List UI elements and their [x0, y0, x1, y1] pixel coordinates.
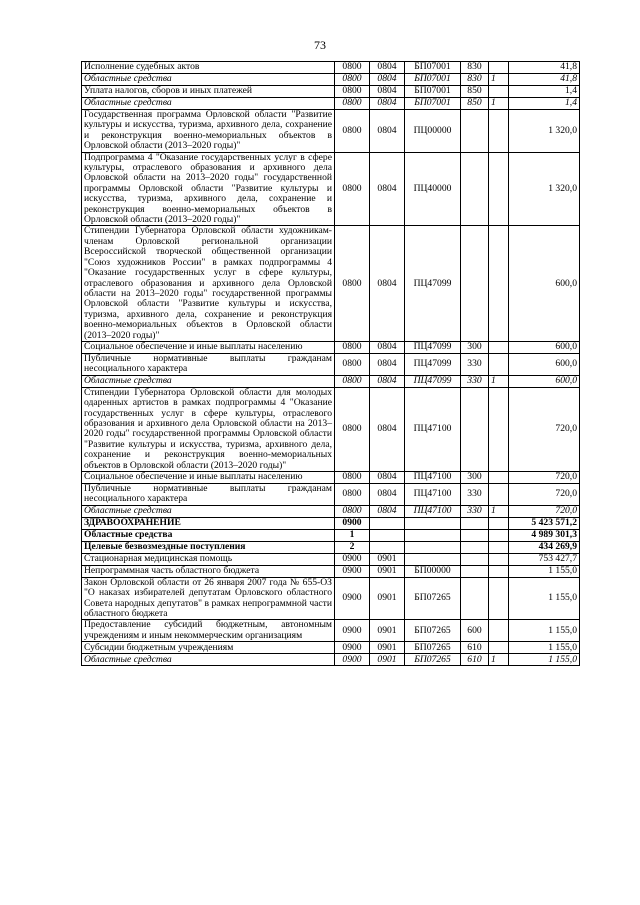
row-funding-code	[489, 353, 509, 375]
row-section-code: 0800	[335, 387, 370, 471]
row-amount: 720,0	[509, 387, 580, 471]
row-funding-code	[489, 642, 509, 654]
row-subsection-code: 0901	[370, 553, 405, 565]
row-name: Закон Орловской области от 26 января 2007 года № 655-ОЗ "О наказах избирателей депутатам Орловского областного Совета народных депутатов" в рамках непрограммной части областного бюджета	[82, 577, 335, 620]
row-funding-code: 1	[489, 505, 509, 517]
row-expense-type	[461, 565, 489, 577]
row-expense-type: 330	[461, 375, 489, 387]
row-expense-type: 610	[461, 642, 489, 654]
row-amount: 41,8	[509, 74, 580, 86]
row-target-article: БП00000	[405, 565, 461, 577]
row-section-code: 0800	[335, 472, 370, 484]
row-expense-type	[461, 541, 489, 553]
row-expense-type	[461, 110, 489, 153]
row-subsection-code: 0901	[370, 642, 405, 654]
table-row	[82, 226, 580, 341]
row-name: Публичные нормативные выплаты гражданам несоциального характера	[82, 353, 335, 375]
row-name: Предоставление субсидий бюджетным, автономным учреждениям и иным некоммерческим организациям	[82, 620, 335, 642]
row-name: Государственная программа Орловской области "Развитие культуры и искусства, туризма, архивного дела, сохранение и реконструкция военно-мемориальных объектов в Орловской области (2013–2020 годы)"	[82, 110, 335, 153]
row-name: Социальное обеспечение и иные выплаты населению	[82, 341, 335, 353]
row-name: Стационарная медицинская помощь	[82, 553, 335, 565]
row-section-code: 0900	[335, 517, 370, 529]
row-amount: 720,0	[509, 484, 580, 506]
row-funding-code	[489, 341, 509, 353]
row-funding-code	[489, 577, 509, 620]
row-subsection-code: 0901	[370, 577, 405, 620]
row-expense-type: 300	[461, 341, 489, 353]
row-section-code: 0800	[335, 152, 370, 226]
row-funding-code	[489, 110, 509, 153]
row-expense-type	[461, 387, 489, 471]
row-name: Областные средства	[82, 654, 335, 666]
row-amount: 434 269,9	[509, 541, 580, 553]
row-section-code: 0800	[335, 341, 370, 353]
row-section-code: 0800	[335, 226, 370, 341]
row-section-code: 0800	[335, 353, 370, 375]
row-expense-type	[461, 577, 489, 620]
row-funding-code: 1	[489, 74, 509, 86]
row-section-code: 0800	[335, 484, 370, 506]
row-amount: 1,4	[509, 98, 580, 110]
row-name: Областные средства	[82, 74, 335, 86]
row-target-article	[405, 553, 461, 565]
row-subsection-code: 0804	[370, 110, 405, 153]
row-subsection-code: 0804	[370, 86, 405, 98]
row-target-article: ПЦ00000	[405, 110, 461, 153]
row-section-code: 0800	[335, 375, 370, 387]
row-subsection-code: 0901	[370, 620, 405, 642]
row-name: Областные средства	[82, 505, 335, 517]
budget-table	[81, 61, 580, 666]
row-subsection-code: 0901	[370, 654, 405, 666]
row-name: Областные средства	[82, 529, 335, 541]
row-amount: 600,0	[509, 226, 580, 341]
table-row	[82, 620, 580, 642]
row-name: Областные средства	[82, 375, 335, 387]
row-expense-type	[461, 553, 489, 565]
row-target-article	[405, 529, 461, 541]
row-funding-code: 1	[489, 98, 509, 110]
row-section-code: 2	[335, 541, 370, 553]
row-amount: 41,8	[509, 62, 580, 74]
row-target-article: ПЦ47099	[405, 375, 461, 387]
row-target-article: БП07265	[405, 620, 461, 642]
row-section-code: 0900	[335, 642, 370, 654]
row-amount: 1 320,0	[509, 110, 580, 153]
table-row	[82, 529, 580, 541]
table-row	[82, 375, 580, 387]
row-amount: 600,0	[509, 341, 580, 353]
row-amount: 1 155,0	[509, 565, 580, 577]
row-subsection-code	[370, 541, 405, 553]
row-subsection-code: 0804	[370, 472, 405, 484]
row-target-article: ПЦ40000	[405, 152, 461, 226]
row-expense-type: 850	[461, 98, 489, 110]
row-name: Уплата налогов, сборов и иных платежей	[82, 86, 335, 98]
row-funding-code	[489, 484, 509, 506]
row-subsection-code: 0804	[370, 152, 405, 226]
row-expense-type: 330	[461, 505, 489, 517]
row-subsection-code: 0901	[370, 565, 405, 577]
row-name: Публичные нормативные выплаты гражданам несоциального характера	[82, 484, 335, 506]
row-funding-code	[489, 565, 509, 577]
table-row	[82, 541, 580, 553]
row-funding-code	[489, 387, 509, 471]
row-amount: 5 423 571,2	[509, 517, 580, 529]
row-expense-type: 830	[461, 62, 489, 74]
row-target-article	[405, 541, 461, 553]
row-section-code: 0800	[335, 98, 370, 110]
row-amount: 1 155,0	[509, 654, 580, 666]
row-target-article: БП07001	[405, 98, 461, 110]
row-target-article: ПЦ47100	[405, 387, 461, 471]
row-funding-code	[489, 517, 509, 529]
row-subsection-code	[370, 517, 405, 529]
row-target-article: ПЦ47100	[405, 484, 461, 506]
row-expense-type	[461, 226, 489, 341]
row-section-code: 0900	[335, 577, 370, 620]
row-name: ЗДРАВООХРАНЕНИЕ	[82, 517, 335, 529]
row-funding-code	[489, 553, 509, 565]
row-target-article: БП07265	[405, 577, 461, 620]
row-subsection-code: 0804	[370, 98, 405, 110]
row-expense-type	[461, 152, 489, 226]
row-subsection-code	[370, 529, 405, 541]
row-amount: 753 427,7	[509, 553, 580, 565]
row-target-article: ПЦ47100	[405, 505, 461, 517]
table-row	[82, 517, 580, 529]
row-expense-type: 850	[461, 86, 489, 98]
row-subsection-code: 0804	[370, 353, 405, 375]
row-funding-code	[489, 226, 509, 341]
row-expense-type: 330	[461, 353, 489, 375]
row-funding-code	[489, 620, 509, 642]
row-target-article: БП07265	[405, 654, 461, 666]
row-funding-code	[489, 529, 509, 541]
row-name: Социальное обеспечение и иные выплаты населению	[82, 472, 335, 484]
row-section-code: 0800	[335, 86, 370, 98]
row-expense-type	[461, 517, 489, 529]
row-amount: 1 155,0	[509, 577, 580, 620]
row-amount: 1 155,0	[509, 620, 580, 642]
row-section-code: 0900	[335, 620, 370, 642]
row-section-code: 0900	[335, 654, 370, 666]
table-row	[82, 387, 580, 471]
table-row	[82, 472, 580, 484]
table-row	[82, 577, 580, 620]
row-funding-code	[489, 152, 509, 226]
row-target-article	[405, 517, 461, 529]
row-section-code: 0800	[335, 110, 370, 153]
table-row	[82, 152, 580, 226]
table-row	[82, 98, 580, 110]
row-target-article: ПЦ47099	[405, 341, 461, 353]
row-expense-type	[461, 529, 489, 541]
row-section-code: 0800	[335, 505, 370, 517]
row-amount: 600,0	[509, 375, 580, 387]
table-row	[82, 341, 580, 353]
row-amount: 1,4	[509, 86, 580, 98]
table-row	[82, 642, 580, 654]
row-expense-type: 300	[461, 472, 489, 484]
row-funding-code	[489, 86, 509, 98]
table-row	[82, 353, 580, 375]
row-expense-type: 610	[461, 654, 489, 666]
row-name: Подпрограмма 4 "Оказание государственных услуг в сфере культуры, отраслевого образования и архивного дела Орловской области на 2013–2020 годы" государственной программы Орловской области "Развитие культуры и искусства, туризма, архивного дела, сохранение и реконструкция военно-мемориальных объектов в Орловской области (2013–2020 годы)"	[82, 152, 335, 226]
row-name: Непрограммная часть областного бюджета	[82, 565, 335, 577]
row-expense-type: 600	[461, 620, 489, 642]
row-funding-code	[489, 472, 509, 484]
row-subsection-code: 0804	[370, 341, 405, 353]
row-amount: 1 155,0	[509, 642, 580, 654]
row-section-code: 0800	[335, 62, 370, 74]
row-target-article: БП07001	[405, 62, 461, 74]
row-funding-code: 1	[489, 654, 509, 666]
row-name: Исполнение судебных актов	[82, 62, 335, 74]
row-target-article: БП07001	[405, 86, 461, 98]
row-subsection-code: 0804	[370, 484, 405, 506]
row-amount: 4 989 301,3	[509, 529, 580, 541]
row-target-article: ПЦ47100	[405, 472, 461, 484]
row-amount: 1 320,0	[509, 152, 580, 226]
table-row	[82, 110, 580, 153]
table-row	[82, 86, 580, 98]
row-subsection-code: 0804	[370, 62, 405, 74]
table-row	[82, 62, 580, 74]
row-name: Областные средства	[82, 98, 335, 110]
row-section-code: 0800	[335, 74, 370, 86]
row-target-article: БП07001	[405, 74, 461, 86]
row-funding-code: 1	[489, 375, 509, 387]
table-row	[82, 565, 580, 577]
row-amount: 720,0	[509, 505, 580, 517]
row-funding-code	[489, 541, 509, 553]
row-amount: 720,0	[509, 472, 580, 484]
row-subsection-code: 0804	[370, 74, 405, 86]
row-section-code: 0900	[335, 553, 370, 565]
row-subsection-code: 0804	[370, 387, 405, 471]
row-subsection-code: 0804	[370, 505, 405, 517]
row-funding-code	[489, 62, 509, 74]
row-section-code: 0900	[335, 565, 370, 577]
row-target-article: ПЦ47099	[405, 353, 461, 375]
row-subsection-code: 0804	[370, 226, 405, 341]
row-amount: 600,0	[509, 353, 580, 375]
row-name: Стипендии Губернатора Орловской области для молодых одаренных артистов в рамках подпрограммы 4 "Оказание государственных услуг в сфере культуры, отраслевого образования и архивного дела Орловской области на 2013–2020 годы" государственной программы Орловской области "Развитие культуры и искусства, туризма, архивного дела, сохранение и реконструкция военно-мемориальных объектов в Орловской области (2013–2020 годы)"	[82, 387, 335, 471]
page-number: 73	[314, 38, 326, 52]
table-row	[82, 484, 580, 506]
table-row	[82, 553, 580, 565]
row-section-code: 1	[335, 529, 370, 541]
row-target-article: БП07265	[405, 642, 461, 654]
row-name: Целевые безвозмездные поступления	[82, 541, 335, 553]
table-row	[82, 654, 580, 666]
row-target-article: ПЦ47099	[405, 226, 461, 341]
row-subsection-code: 0804	[370, 375, 405, 387]
table-row	[82, 505, 580, 517]
row-expense-type: 330	[461, 484, 489, 506]
row-expense-type: 830	[461, 74, 489, 86]
table-row	[82, 74, 580, 86]
row-name: Стипендии Губернатора Орловской области художникам-членам Орловской региональной организации Всероссийской творческой общественной организации "Союз художников России" в рамках подпрограммы 4 "Оказание государственных услуг в сфере культуры, отраслевого образования и архивного дела Орловской области на 2013–2020 годы" государственной программы Орловской области "Развитие культуры и искусства, туризма, архивного дела, сохранение и реконструкция военно-мемориальных объектов в Орловской области (2013–2020 годы)"	[82, 226, 335, 341]
row-name: Субсидии бюджетным учреждениям	[82, 642, 335, 654]
